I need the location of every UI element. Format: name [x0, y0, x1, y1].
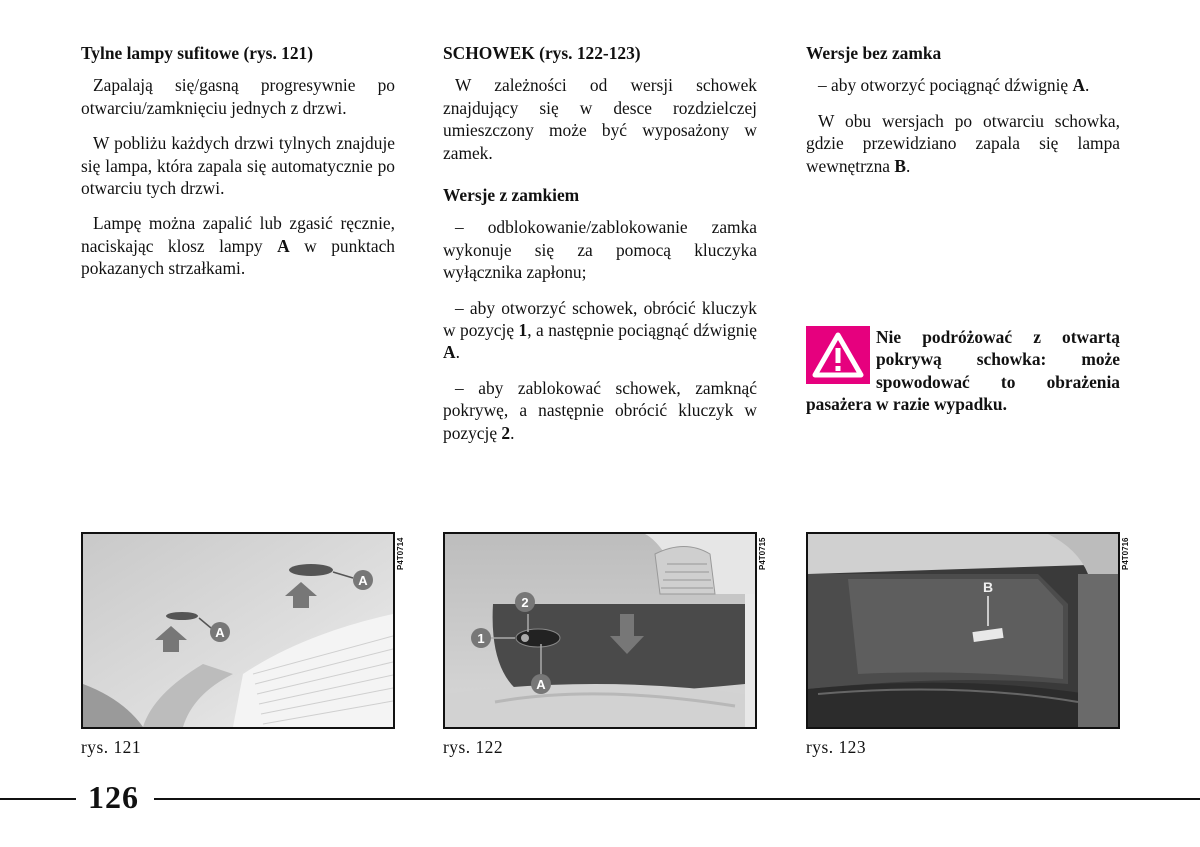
figure-caption: rys. 123	[806, 737, 867, 757]
column-glovebox	[443, 42, 757, 457]
page-number: 126	[88, 779, 139, 815]
callout-label: 1	[477, 631, 485, 646]
figure-code: P4T0715	[758, 537, 767, 570]
callout-label: A	[215, 625, 225, 640]
callout-label: 2	[521, 595, 529, 610]
warning-notice	[806, 326, 1120, 416]
paragraph: – odblokowanie/zablokowanie zamka wykonuje się za pomocą kluczyka wyłącznika zapłonu;	[443, 217, 757, 283]
figure-caption: rys. 121	[81, 737, 142, 757]
warning-triangle-icon	[806, 326, 870, 384]
column-no-lock	[806, 42, 1120, 190]
section-heading: Wersje bez zamka	[806, 43, 942, 63]
paragraph: Zapalają się/gasną progresywnie po otwarciu/zamknięciu jednych z drzwi.	[81, 75, 395, 118]
footer-rule-right	[154, 798, 1200, 800]
paragraph: – aby otworzyć schowek, obrócić kluczyk w pozycję 1, a następnie pociągnąć dźwignię A.	[443, 297, 757, 363]
figure-glovebox-lock	[443, 532, 757, 729]
paragraph: W pobliżu każdych drzwi tylnych znajduje się lampa, która zapala się automatycznie po otwarciu tych drzwi.	[81, 133, 395, 199]
section-heading: SCHOWEK (rys. 122-123)	[443, 43, 641, 63]
callout-label: A	[536, 677, 546, 692]
warning-text: Nie podróżować z otwartą pokrywą schowka: może spowodować to obrażenia pasażera w razie wypadku.	[806, 327, 1120, 415]
subsection-heading: Wersje z zamkiem	[443, 185, 580, 206]
figure-caption: rys. 122	[443, 737, 504, 757]
column-rear-ceiling-lamps	[81, 42, 395, 293]
paragraph: W zależności od wersji schowek znajdujący się w desce rozdzielczej umieszczony może być wyposażony w zamek.	[443, 75, 757, 163]
paragraph: – aby otworzyć pociągnąć dźwignię A.	[818, 75, 1090, 96]
paragraph: Lampę można zapalić lub zgasić ręcznie, naciskając klosz lampy A w punktach pokazanych strzałkami.	[81, 213, 395, 279]
callout-label: B	[982, 579, 994, 595]
figure-rear-ceiling-lamps	[81, 532, 395, 729]
paragraph: W obu wersjach po otwarciu schowka, gdzie przewidziano zapala się lampa wewnętrzna B.	[806, 110, 1120, 176]
figure-code: P4T0714	[396, 537, 405, 570]
callout-label: A	[358, 573, 368, 588]
section-heading: Tylne lampy sufitowe (rys. 121)	[81, 43, 314, 63]
paragraph: – aby zablokować schowek, zamknąć pokrywę, a następnie obrócić kluczyk w pozycję 2.	[443, 377, 757, 443]
footer-rule-left	[0, 798, 76, 800]
figure-code: P4T0716	[1121, 537, 1130, 570]
figure-glovebox-open	[806, 532, 1120, 729]
